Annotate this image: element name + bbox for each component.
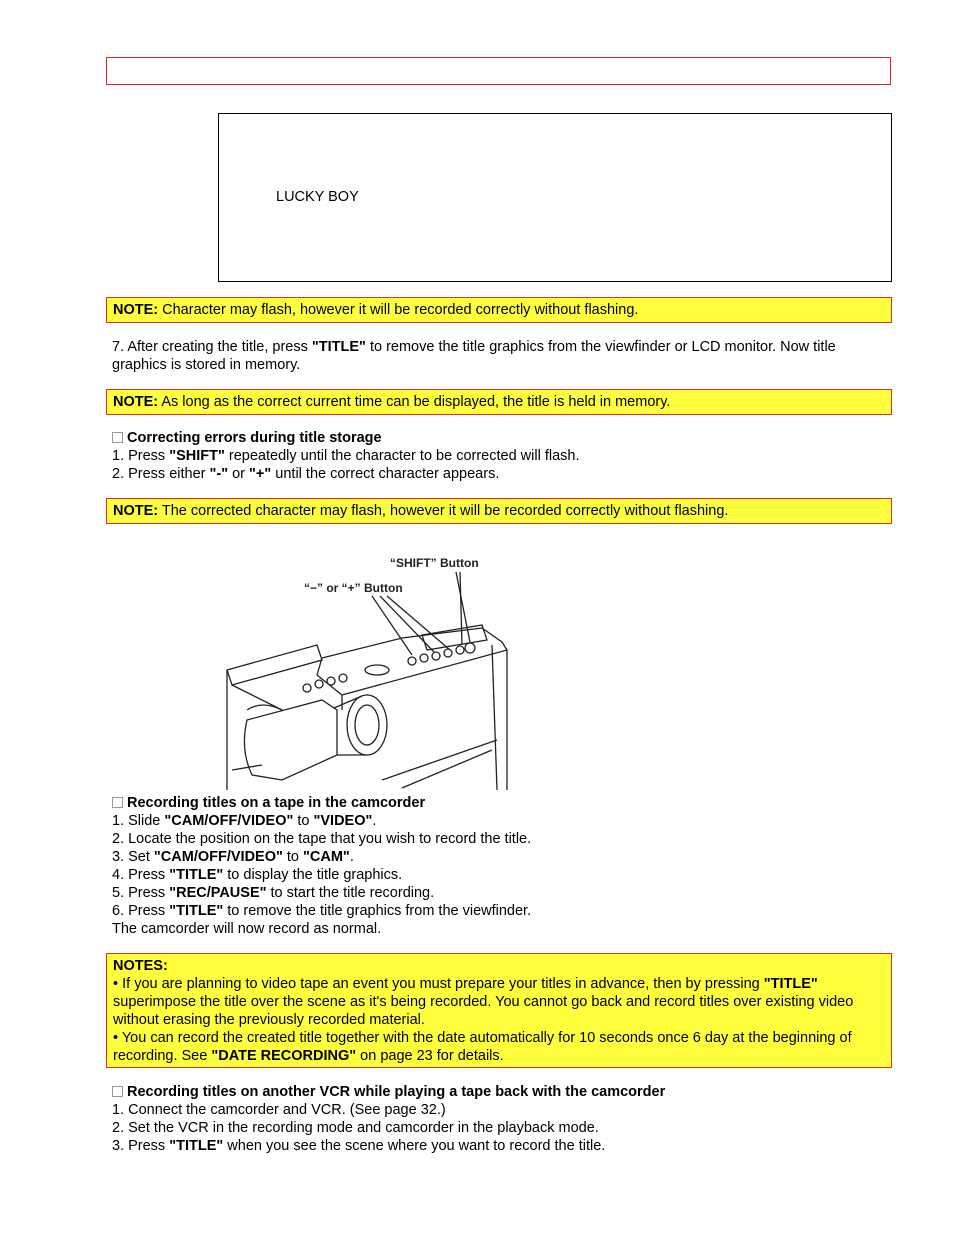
step-7: 7. After creating the title, press "TITLE" to remove the title graphics from the viewfinder or LCD monitor. Now title graphics is stored in memory. [112,339,836,373]
list-item: 6. Press "TITLE" to remove the title graphics from the viewfinder. [112,903,532,919]
list-item: 1. Slide "CAM/OFF/VIDEO" to "VIDEO". [112,813,377,829]
list-item: 3. Set "CAM/OFF/VIDEO" to "CAM". [112,849,354,865]
list-item: 4. Press "TITLE" to display the title graphics. [112,867,403,883]
list-item: 5. Press "REC/PAUSE" to start the title recording. [112,885,435,901]
section-heading: Correcting errors during title storage [112,429,882,447]
list-item: 2. Set the VCR in the recording mode and camcorder in the playback mode. [112,1120,599,1136]
recording-camcorder-section [112,794,882,938]
shift-button-label: “SHIFT” Button [390,556,479,570]
header-frame [106,57,891,85]
plus-minus-button-label: “−” or “+” Button [304,581,403,595]
list-item: 1. Connect the camcorder and VCR. (See page 32.) [112,1102,446,1118]
bullet-icon [112,1086,123,1097]
bullet-icon [112,432,123,443]
list-item: 2. Press either "-" or "+" until the correct character appears. [112,466,500,482]
title-text: LUCKY BOY [276,189,359,205]
notes-advance: NOTES: • If you are planning to video tape an event you must prepare your titles in advance, then by pressing "TITLE" superimpose the title over the scene as it's being recorded. You cannot go back and record titles over existing video without erasing the previously recorded material. • You can record the created title together with the date automatically for 10 seconds once 6 day at the beginning of recording. See "DATE RECORDING" on page 23 for details. [106,953,892,1068]
recording-vcr-section [112,1083,882,1155]
list-item: 2. Locate the position on the tape that you wish to record the title. [112,831,532,847]
section-heading: Recording titles on a tape in the camcorder [112,794,882,812]
list-item: 1. Press "SHIFT" repeatedly until the character to be corrected will flash. [112,448,580,464]
title-display-box [218,113,892,282]
section-heading: Recording titles on another VCR while playing a tape back with the camcorder [112,1083,882,1101]
list-item: 3. Press "TITLE" when you see the scene where you want to record the title. [112,1138,606,1154]
note-flash: NOTE: Character may flash, however it will be recorded correctly without flashing. [106,297,892,323]
bullet-icon [112,797,123,808]
note-memory: NOTE: As long as the correct current time can be displayed, the title is held in memory. [106,389,892,415]
list-item: The camcorder will now record as normal. [112,921,382,937]
correcting-section [112,429,882,483]
note-corrected: NOTE: The corrected character may flash, however it will be recorded correctly without flashing. [106,498,892,524]
